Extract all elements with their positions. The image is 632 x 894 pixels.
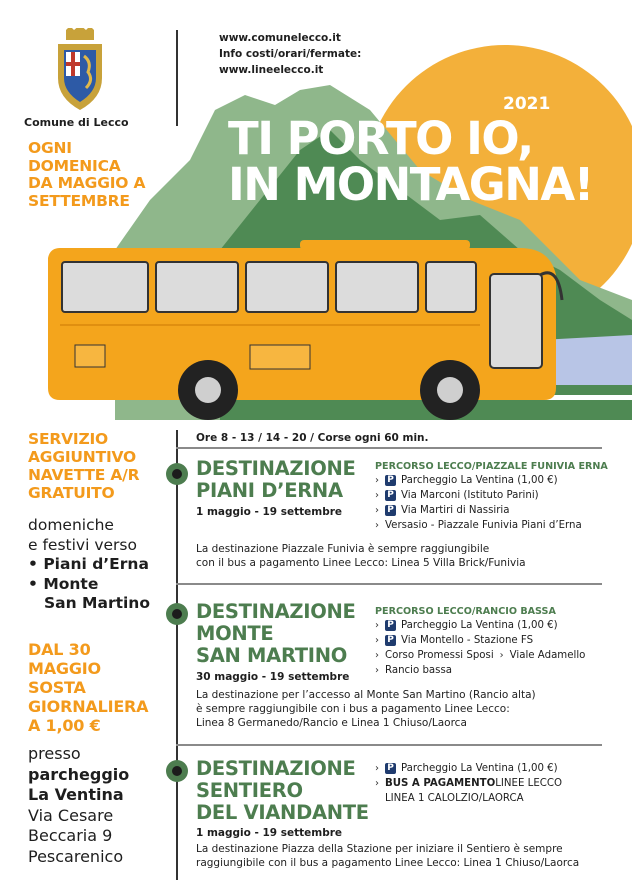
destination-2-note-line-3: Linea 8 Germanedo/Rancio e Linea 1 Chiuso/Laorca bbox=[196, 717, 467, 729]
servizio-line-2: AGGIUNTIVO bbox=[28, 448, 137, 466]
parking-icon: P bbox=[385, 490, 396, 501]
route-3-stop-1-label: Parcheggio La Ventina (1,00 €) bbox=[401, 763, 558, 774]
year-label: 2021 bbox=[503, 94, 551, 114]
schedule-text: Ore 8 - 13 / 14 - 20 / Corse ogni 60 min. bbox=[196, 432, 429, 444]
title-line-1: TI PORTO IO, bbox=[228, 112, 533, 165]
ogni-domenica-block bbox=[28, 140, 145, 210]
parking-icon: P bbox=[385, 635, 396, 646]
dal-line-1: DAL 30 bbox=[28, 640, 91, 659]
route-3-stop-1: › P Parcheggio La Ventina (1,00 €) bbox=[375, 763, 558, 774]
route-2-stop-1-label: Parcheggio La Ventina (1,00 €) bbox=[401, 620, 558, 631]
route-1-title: PERCORSO LECCO/PIAZZALE FUNIVIA ERNA bbox=[375, 461, 608, 472]
destination-3-title-line-3: DEL VIANDANTE bbox=[196, 801, 369, 824]
destination-3-dates: 1 maggio - 19 settembre bbox=[196, 827, 343, 839]
bullet-monte-label: Monte bbox=[43, 574, 99, 593]
route-1-stop-3: › P Via Martiri di Nassiria bbox=[375, 505, 510, 516]
route-2-stop-3: › Corso Promessi Sposi › Viale Adamello bbox=[375, 650, 586, 661]
address-line-1: Via Cesare bbox=[28, 805, 114, 825]
header-links bbox=[219, 30, 361, 78]
route-1-stop-3-label: Via Martiri di Nassiria bbox=[401, 505, 510, 516]
destination-1-dates: 1 maggio - 19 settembre bbox=[196, 506, 343, 518]
parking-icon: P bbox=[385, 763, 396, 774]
parking-icon: P bbox=[385, 620, 396, 631]
destination-3-title-line-2: SENTIERO bbox=[196, 779, 303, 802]
destination-1-note bbox=[196, 542, 526, 570]
domeniche-block bbox=[28, 516, 150, 614]
parcheggio-line-1: parcheggio bbox=[28, 764, 130, 784]
domeniche-line-2: e festivi verso bbox=[28, 535, 137, 554]
header-divider bbox=[176, 30, 178, 126]
ogni-line-2: DOMENICA bbox=[28, 156, 121, 175]
servizio-line-1: SERVIZIO bbox=[28, 430, 109, 448]
destination-2-title-line-1: DESTINAZIONE bbox=[196, 600, 356, 623]
destination-1-route bbox=[375, 460, 608, 533]
domeniche-line-1: domeniche bbox=[28, 516, 114, 534]
destination-3-note-line-2: raggiungibile con il bus a pagamento Linee Lecco: Linea 1 Chiuso/Laorca bbox=[196, 857, 580, 869]
route-2-stop-3-label: Corso Promessi Sposi bbox=[385, 650, 494, 661]
route-2-stop-2: › P Via Montello - Stazione FS bbox=[375, 635, 534, 646]
destination-1-note-line-2: con il bus a pagamento Linee Lecco: Linea 5 Villa Brick/Funivia bbox=[196, 557, 526, 569]
parking-icon: P bbox=[385, 505, 396, 516]
dal-block bbox=[28, 640, 148, 735]
presso-text: presso bbox=[28, 744, 81, 763]
divider-2 bbox=[176, 744, 602, 746]
route-1-stop-1: › P Parcheggio La Ventina (1,00 €) bbox=[375, 475, 558, 486]
address-line-2: Beccaria 9 bbox=[28, 826, 113, 845]
route-1-stop-2: › P Via Marconi (Istituto Parini) bbox=[375, 490, 539, 501]
destination-2-title-line-2: MONTE bbox=[196, 622, 274, 645]
ogni-line-1: OGNI bbox=[28, 139, 72, 157]
servizio-line-3: NAVETTE A/R bbox=[28, 466, 140, 484]
comune-link[interactable]: www.comunelecco.it bbox=[219, 32, 341, 44]
divider-1 bbox=[176, 583, 602, 585]
municipality-name: Comune di Lecco bbox=[24, 116, 129, 129]
destination-1-title bbox=[196, 458, 356, 502]
timeline-line bbox=[176, 430, 178, 880]
destination-1-title-line-1: DESTINAZIONE bbox=[196, 457, 356, 480]
destination-2-note-line-1: La destinazione per l’accesso al Monte San Martino (Rancio alta) bbox=[196, 689, 536, 701]
route-2-title: PERCORSO LECCO/RANCIO BASSA bbox=[375, 606, 556, 617]
servizio-line-4: GRATUITO bbox=[28, 484, 115, 502]
timeline-dot-1 bbox=[166, 463, 188, 485]
destination-2-title-line-3: SAN MARTINO bbox=[196, 644, 348, 667]
destination-3-note bbox=[196, 842, 579, 870]
route-2-stop-1: › P Parcheggio La Ventina (1,00 €) bbox=[375, 620, 558, 631]
destination-2-dates: 30 maggio - 19 settembre bbox=[196, 671, 350, 683]
main-title bbox=[228, 112, 593, 211]
linee-link[interactable]: www.lineelecco.it bbox=[219, 64, 324, 76]
servizio-block bbox=[28, 430, 139, 502]
route-1-stop-1-label: Parcheggio La Ventina (1,00 €) bbox=[401, 475, 558, 486]
dal-line-4: GIORNALIERA bbox=[28, 697, 149, 716]
destination-3-title bbox=[196, 758, 369, 824]
linee-lecco-label: LINEE LECCO bbox=[495, 778, 563, 789]
destination-3-route bbox=[375, 761, 562, 806]
lecco-coat-of-arms-icon bbox=[52, 28, 108, 114]
bullet-monte-cont: San Martino bbox=[44, 594, 150, 612]
destination-2-route bbox=[375, 605, 585, 678]
bullet-piani-erna: • Piani d’Erna bbox=[28, 555, 149, 573]
bullet-piani-erna-label: Piani d’Erna bbox=[43, 555, 149, 573]
destination-3-note-line-1: La destinazione Piazza della Stazione per iniziare il Sentiero è sempre bbox=[196, 843, 563, 855]
ogni-line-3: DA MAGGIO A bbox=[28, 174, 146, 192]
info-label: Info costi/orari/fermate: bbox=[219, 48, 362, 60]
schedule-divider bbox=[176, 447, 602, 449]
timeline-dot-2 bbox=[166, 603, 188, 625]
dal-line-3: SOSTA bbox=[28, 678, 86, 697]
dal-line-2: MAGGIO bbox=[28, 659, 101, 678]
route-2-stop-2-label: Via Montello - Stazione FS bbox=[401, 635, 534, 646]
route-3-bus: › BUS A PAGAMENTO LINEE LECCO bbox=[375, 778, 563, 789]
parking-icon: P bbox=[385, 475, 396, 486]
destination-1-title-line-2: PIANI D’ERNA bbox=[196, 479, 343, 502]
destination-2-title bbox=[196, 601, 356, 667]
bullet-monte: • Monte bbox=[28, 574, 99, 593]
title-line-2: IN MONTAGNA! bbox=[228, 158, 593, 211]
address-line-3: Pescarenico bbox=[28, 846, 124, 866]
route-1-stop-4: › Versasio - Piazzale Funivia Piani d’Erna bbox=[375, 520, 582, 531]
route-2-stop-3-extra: Viale Adamello bbox=[509, 650, 586, 661]
parcheggio-block bbox=[28, 744, 129, 867]
route-1-stop-4-label: Versasio - Piazzale Funivia Piani d’Erna bbox=[385, 520, 582, 531]
timeline-dot-3 bbox=[166, 760, 188, 782]
bus-illustration bbox=[48, 240, 562, 420]
route-1-stop-2-label: Via Marconi (Istituto Parini) bbox=[401, 490, 539, 501]
destination-3-title-line-1: DESTINAZIONE bbox=[196, 757, 356, 780]
route-2-stop-4: › Rancio bassa bbox=[375, 665, 453, 676]
dal-line-5: A 1,00 € bbox=[28, 716, 101, 735]
route-3-bus-line: LINEA 1 CALOLZIO/LAORCA bbox=[385, 793, 524, 804]
bus-a-pagamento-label: BUS A PAGAMENTO bbox=[385, 778, 496, 789]
destination-2-note bbox=[196, 688, 536, 730]
parcheggio-line-2: La Ventina bbox=[28, 785, 124, 804]
route-2-stop-4-label: Rancio bassa bbox=[385, 665, 453, 676]
destination-1-note-line-1: La destinazione Piazzale Funivia è sempre raggiungibile bbox=[196, 543, 490, 555]
ogni-line-4: SETTEMBRE bbox=[28, 191, 130, 210]
destination-2-note-line-2: è sempre raggiungibile con i bus a pagamento Linee Lecco: bbox=[196, 703, 510, 715]
